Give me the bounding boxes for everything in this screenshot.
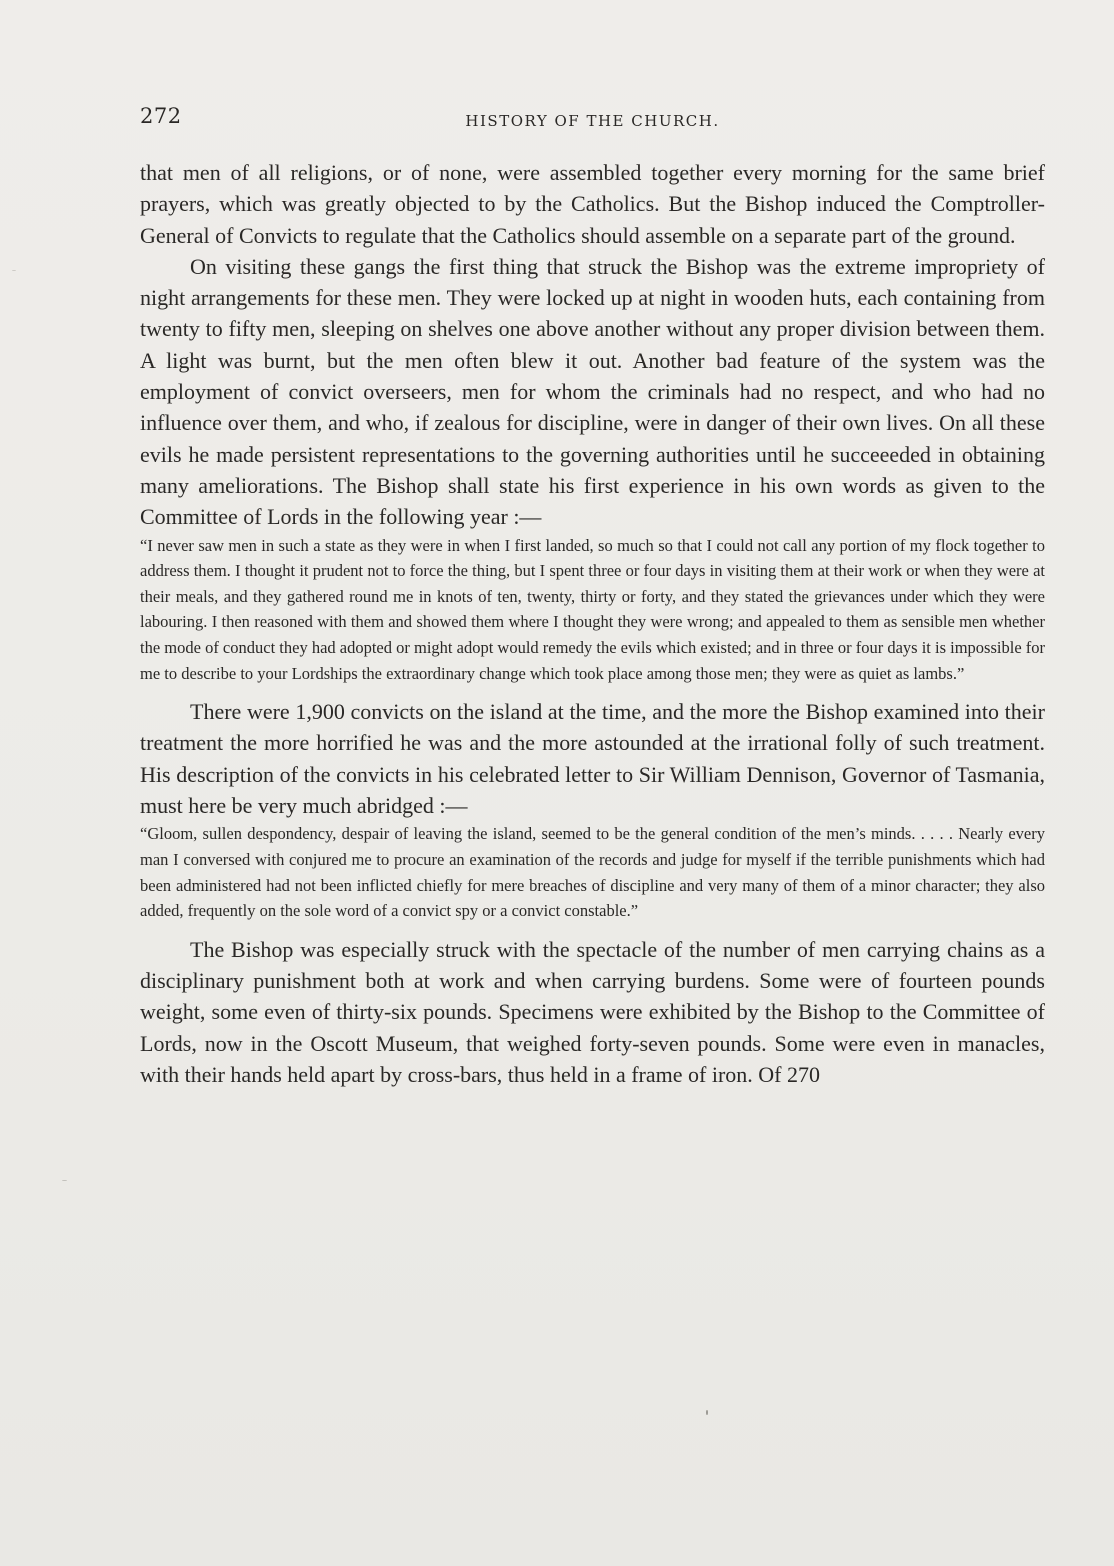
paragraph-2: On visiting these gangs the first thing that struck the Bishop was the extreme impropriety of night arrangements for these men. They were locked up at night in wooden huts, each containing from twenty to fifty men, sleeping on shelves one above another without any proper division between them. A light was burnt, but the men often blew it out. Another bad feature of the system was the employment of convict overseers, men for whom the criminals had no respect, and who had no influence over them, and who, if zealous for discipline, were in danger of their own lives. On all these evils he made persistent representations to the governing authorities until he succeeeded in obtaining many ameliorations. The Bishop shall state his first experience in his own words as given to the Committee of Lords in the following year :— — [140, 253, 1045, 530]
page-header — [140, 104, 1045, 134]
block-quote-1: “I never saw men in such a state as they were in when I first landed, so much so that I could not call any portion of my flock together to address them. I thought it prudent not to force the thing, but I spent three or four days in visiting them at their work or when they were at their meals, and they gathered round me in knots of ten, twenty, thirty or forty, and they stated the grievances under which they were labouring. I then reasoned with them and showed them where I thought they were wrong; and appealed to them as sensible men whether the mode of conduct they had adopted or might adopt would remedy the evils which existed; and in three or four days it is impossible for me to describe to your Lordships the extraordinary change which took place among those men; they were as quiet as lambs.” — [140, 535, 1046, 683]
body-text — [140, 157, 1045, 1090]
block-quote-2: “Gloom, sullen despondency, despair of leaving the island, seemed to be the general condition of the men’s minds. . . . . Nearly every man I conversed with conjured me to procure an examination of the records and judge for myself if the terrible punishments which had been administered had not been inflicted chiefly for mere breaches of discipline and very many of them of a minor character; they also added, frequently on the sole word of a convict spy or a convict constable.” — [140, 824, 1045, 921]
running-head: HISTORY OF THE CHURCH. — [465, 112, 720, 130]
paper-speck — [706, 1410, 708, 1415]
paragraph-1: that men of all religions, or of none, were assembled together every morning for the same brief prayers, which was greatly objected to by the Catholics. But the Bishop induced the Comptroller-General of Convicts to regulate that the Catholics should assemble on a separate part of the ground. — [140, 160, 1045, 248]
paragraph-3: There were 1,900 convicts on the island at the time, and the more the Bishop examined into their treatment the more horrified he was and the more astounded at the irrational folly of such treatment. His description of the convicts in his celebrated letter to Sir William Dennison, Governor of Tasmania, must here be very much abridged :— — [140, 699, 1045, 819]
paper-speck — [12, 270, 16, 271]
paragraph-4: The Bishop was especially struck with the spectacle of the number of men carrying chains as a disciplinary punishment both at work and when carrying burdens. Some were of fourteen pounds weight, some even of thirty-six pounds. Specimens were exhibited by the Bishop to the Committee of Lords, now in the Oscott Museum, that weighed forty-seven pounds. Some were even in manacles, with their hands held apart by cross-bars, thus held in a frame of iron. Of 270 — [140, 936, 1045, 1087]
page-number: 272 — [140, 104, 182, 128]
paper-speck — [62, 1180, 67, 1181]
